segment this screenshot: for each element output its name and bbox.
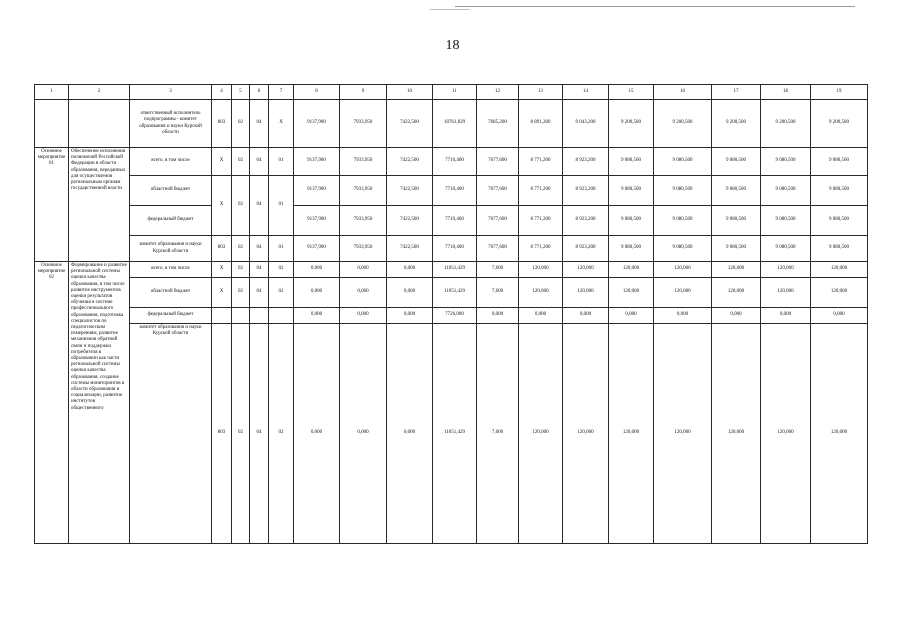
table-cell: областной бюджет — [130, 176, 212, 206]
table-cell: 120,000 — [712, 262, 761, 278]
table-cell: 7710,400 — [433, 206, 477, 236]
table-cell: 8 923,200 — [563, 236, 609, 262]
table-cell: 9 080,500 — [811, 206, 868, 236]
table-cell: 04 — [250, 100, 269, 148]
table-cell: всего, в том числе — [130, 262, 212, 278]
table-cell: ответственный исполнитель подпрограммы - комитет образования и науки Курской области — [130, 100, 212, 148]
table-cell: 7422,500 — [387, 176, 433, 206]
table-cell: 803 — [212, 324, 232, 544]
header-cell: 14 — [563, 85, 609, 100]
table-cell: 7933,950 — [340, 100, 387, 148]
table-cell: 120,000 — [609, 324, 654, 544]
table-cell: 9 080,500 — [712, 206, 761, 236]
header-cell: 18 — [761, 85, 811, 100]
table-cell: 9 043,200 — [563, 100, 609, 148]
activity-label: Основное мероприятие 01 — [35, 148, 69, 262]
table-row — [35, 206, 868, 236]
table-cell: Х — [212, 262, 232, 278]
table-cell: 7710,400 — [433, 148, 477, 176]
table-cell: 9 080,500 — [712, 148, 761, 176]
header-cell: 12 — [477, 85, 519, 100]
table-cell: 8 771,200 — [519, 148, 563, 176]
table-cell: 9 080,500 — [609, 206, 654, 236]
table-cell: 803 — [212, 236, 232, 262]
table-cell: 7933,950 — [340, 206, 387, 236]
table-cell: 0,000 — [477, 308, 519, 324]
table-cell: 7422,500 — [387, 236, 433, 262]
page-number: 18 — [445, 38, 460, 53]
table-cell: 04 — [250, 176, 269, 236]
scan-line — [430, 9, 470, 10]
table-cell: 9137,900 — [294, 236, 340, 262]
table-row — [35, 100, 868, 148]
table-cell: Х — [269, 100, 294, 148]
table-cell — [69, 100, 130, 148]
table-cell: 9 080,500 — [654, 176, 712, 206]
table-cell: 0,000 — [294, 262, 340, 278]
table-cell: 7422,500 — [387, 206, 433, 236]
table-cell: 7726,000 — [433, 308, 477, 324]
table-cell: 0,000 — [387, 262, 433, 278]
table-cell: 02 — [232, 148, 250, 176]
table-cell: 120,000 — [712, 324, 761, 544]
table-cell: 7933,950 — [340, 148, 387, 176]
header-cell: 10 — [387, 85, 433, 100]
table-cell: 04 — [250, 262, 269, 278]
table-cell: комитет образования и науки Курской области — [130, 324, 212, 544]
table-cell: 9 200,500 — [811, 100, 868, 148]
table-cell: 9 200,500 — [609, 100, 654, 148]
table-cell: 9 200,500 — [761, 100, 811, 148]
header-cell: 17 — [712, 85, 761, 100]
table-cell: 9 080,500 — [811, 236, 868, 262]
table-cell: 120,000 — [563, 278, 609, 308]
table-cell: 7710,400 — [433, 236, 477, 262]
table-cell: 0,000 — [340, 324, 387, 544]
table-cell: 0,000 — [811, 308, 868, 324]
table-cell: 120,000 — [609, 278, 654, 308]
table-cell: 8 923,200 — [563, 176, 609, 206]
table-cell — [250, 308, 269, 324]
table-cell: 0,000 — [387, 308, 433, 324]
table-cell — [232, 308, 250, 324]
table-row — [35, 262, 868, 278]
table-cell: 01 — [269, 236, 294, 262]
table-cell: 120,000 — [761, 324, 811, 544]
table-cell: 9137,900 — [294, 176, 340, 206]
table-cell: 9 080,500 — [811, 176, 868, 206]
header-cell: 8 — [294, 85, 340, 100]
table-cell: 0,000 — [340, 308, 387, 324]
header-cell: 19 — [811, 85, 868, 100]
header-cell: 4 — [212, 85, 232, 100]
table-cell: всего, в том числе — [130, 148, 212, 176]
header-cell: 13 — [519, 85, 563, 100]
table-cell: 9 080,500 — [761, 176, 811, 206]
table-cell: 120,000 — [811, 262, 868, 278]
table-cell: 9137,900 — [294, 206, 340, 236]
table-cell: 8 771,200 — [519, 236, 563, 262]
header-cell: 3 — [130, 85, 212, 100]
header-cell: 9 — [340, 85, 387, 100]
activity-description: Формирование и развитие региональной системы оценки качества образования, в том числе развитие инструментов оценки результатов обучения в системе профессионального образования, подготовка специалистов по педагогическим измерениям, развитие механизмов обратной связи и поддержки потребителя в образовании как части региональной системы оценки качества образования, создание системы мониторингов в области образования и социализации, развитие институтов общественного — [69, 262, 130, 544]
table-cell: 02 — [232, 100, 250, 148]
header-cell: 15 — [609, 85, 654, 100]
table-cell: 0,000 — [294, 278, 340, 308]
table-cell: 9 080,500 — [609, 236, 654, 262]
table-cell: 8 771,200 — [519, 176, 563, 206]
table-cell: областной бюджет — [130, 278, 212, 308]
table-cell: Х — [212, 176, 232, 236]
table-cell: 8 923,200 — [563, 148, 609, 176]
table-cell: 01 — [269, 148, 294, 176]
table-cell: 120,000 — [811, 278, 868, 308]
table-cell: 01 — [269, 176, 294, 236]
table-cell: 9 200,500 — [654, 100, 712, 148]
header-cell: 16 — [654, 85, 712, 100]
table-cell: 0,000 — [654, 308, 712, 324]
table-cell — [269, 308, 294, 324]
table-cell: 0,000 — [563, 308, 609, 324]
header-cell: 7 — [269, 85, 294, 100]
table-cell: 7677,600 — [477, 148, 519, 176]
header-cell: 1 — [35, 85, 69, 100]
header-cell: 11 — [433, 85, 477, 100]
table-cell: Х — [212, 148, 232, 176]
table-cell: 0,000 — [387, 278, 433, 308]
table-cell: 0,000 — [340, 278, 387, 308]
table-cell: 7,600 — [477, 324, 519, 544]
header-cell: 2 — [69, 85, 130, 100]
table-cell: 02 — [232, 236, 250, 262]
table-cell: 120,000 — [811, 324, 868, 544]
table-cell: 02 — [269, 324, 294, 544]
table-cell: федеральный бюджет — [130, 308, 212, 324]
table-cell: 0,000 — [294, 308, 340, 324]
table-cell: 0,000 — [712, 308, 761, 324]
table-cell: 02 — [232, 278, 250, 308]
table-cell: 04 — [250, 278, 269, 308]
table-cell: 7677,600 — [477, 176, 519, 206]
table-cell: 0,000 — [609, 308, 654, 324]
table-cell: 7677,600 — [477, 206, 519, 236]
table-cell: 04 — [250, 324, 269, 544]
table-cell: 120,000 — [761, 278, 811, 308]
table-row — [35, 148, 868, 176]
table-cell: 9 080,500 — [609, 148, 654, 176]
table-cell — [212, 308, 232, 324]
table-cell: 9 200,500 — [712, 100, 761, 148]
table-cell: 120,000 — [519, 262, 563, 278]
table-cell: 120,000 — [519, 278, 563, 308]
table-row — [35, 278, 868, 308]
table-row — [35, 176, 868, 206]
table-cell: 0,000 — [519, 308, 563, 324]
table-cell: 120,000 — [609, 262, 654, 278]
table-cell: 7422,500 — [387, 100, 433, 148]
table-cell: 7933,950 — [340, 236, 387, 262]
table-cell: 120,000 — [654, 278, 712, 308]
table-cell: 803 — [212, 100, 232, 148]
header-row — [35, 85, 868, 100]
table-cell: 02 — [269, 262, 294, 278]
table-cell: федеральный бюджет — [130, 206, 212, 236]
table-cell: 7710,400 — [433, 176, 477, 206]
table-cell: Х — [212, 278, 232, 308]
table-cell: 7677,600 — [477, 236, 519, 262]
table-cell: 02 — [232, 324, 250, 544]
table-cell — [35, 100, 69, 148]
table-cell: 11051,429 — [433, 262, 477, 278]
table-cell: 04 — [250, 236, 269, 262]
table-cell: 9 080,500 — [609, 176, 654, 206]
table-cell: 11051,429 — [433, 324, 477, 544]
table-cell: 9 080,500 — [654, 206, 712, 236]
table-cell: 02 — [232, 262, 250, 278]
activity-description: Обеспечение исполнения полномочий Российской Федерации в области образования, переданных для осуществления региональным органам государственной власти — [69, 148, 130, 262]
table-row — [35, 308, 868, 324]
scan-line — [455, 6, 855, 7]
table-cell: 9 080,500 — [712, 236, 761, 262]
table-cell: 120,000 — [519, 324, 563, 544]
table-cell: 9137,900 — [294, 148, 340, 176]
table-cell: 9 080,500 — [654, 236, 712, 262]
table-row — [35, 324, 868, 544]
table-cell: 8 923,200 — [563, 206, 609, 236]
budget-table — [34, 84, 868, 544]
table-cell: 8 771,200 — [519, 206, 563, 236]
table-cell: 120,000 — [654, 324, 712, 544]
table-cell: 9 080,500 — [761, 236, 811, 262]
table-cell: 0,000 — [340, 262, 387, 278]
table-cell: 120,000 — [654, 262, 712, 278]
table-cell: 04 — [250, 148, 269, 176]
table-cell: комитет образования и науки Курской области — [130, 236, 212, 262]
table-cell: 7933,950 — [340, 176, 387, 206]
table-cell: 9 080,500 — [811, 148, 868, 176]
table-cell: 120,000 — [563, 262, 609, 278]
table-cell: 9 080,500 — [712, 176, 761, 206]
table-cell: 120,000 — [712, 278, 761, 308]
table-cell: 120,000 — [761, 262, 811, 278]
table-cell: 0,000 — [294, 324, 340, 544]
table-cell: 8 891,200 — [519, 100, 563, 148]
activity-label: Основное мероприятие 02 — [35, 262, 69, 544]
table-cell: 9 080,500 — [761, 148, 811, 176]
table-cell: 9 080,500 — [654, 148, 712, 176]
table-cell: 02 — [269, 278, 294, 308]
table-cell: 0,000 — [761, 308, 811, 324]
table-cell: 02 — [232, 176, 250, 236]
table-cell: 7,600 — [477, 262, 519, 278]
table-cell: 7685,200 — [477, 100, 519, 148]
header-cell: 5 — [232, 85, 250, 100]
table-row — [35, 236, 868, 262]
table-cell: 120,000 — [563, 324, 609, 544]
table-cell: 9137,900 — [294, 100, 340, 148]
table-cell: 18761,829 — [433, 100, 477, 148]
table-cell: 7,600 — [477, 278, 519, 308]
table-cell: 0,000 — [387, 324, 433, 544]
table-cell: 11051,429 — [433, 278, 477, 308]
table-cell: 7422,500 — [387, 148, 433, 176]
table-cell: 9 080,500 — [761, 206, 811, 236]
header-cell: 6 — [250, 85, 269, 100]
